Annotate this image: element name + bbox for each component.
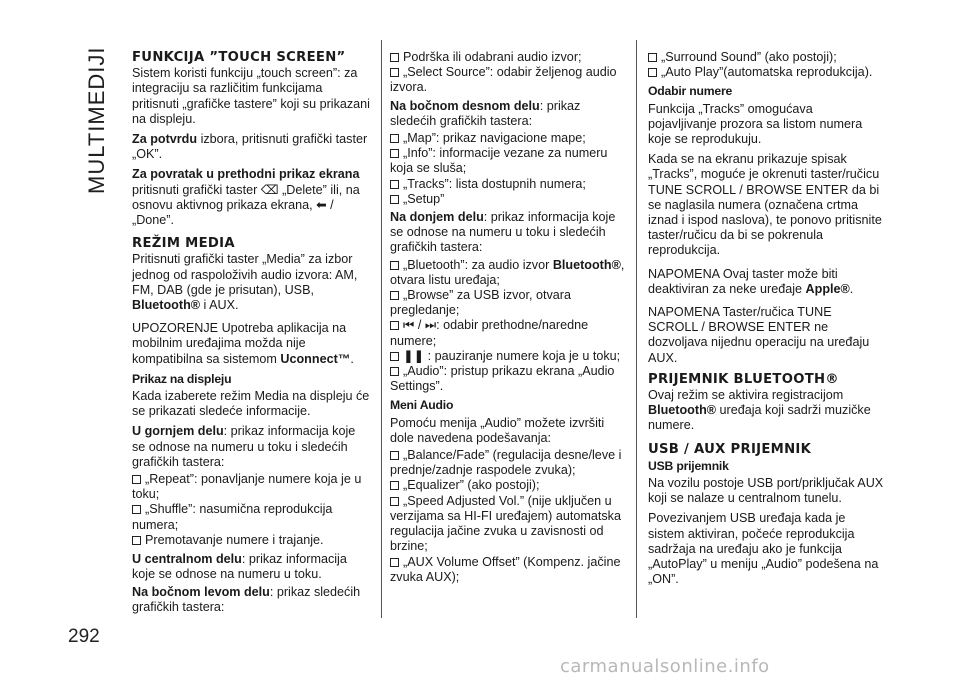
checkbox-bullet-icon	[390, 180, 399, 189]
checkbox-bullet-icon	[390, 481, 399, 490]
subheading-display: Prikaz na displeju	[132, 371, 232, 386]
heading-media-mode: REŽIM MEDIA	[132, 236, 235, 252]
column-divider	[381, 40, 382, 618]
checkbox-bullet-icon	[390, 68, 399, 77]
list-item: ⏮ / ⏭: odabir prethodne/naredne numere;	[390, 318, 589, 348]
paragraph: Kada se na ekranu prikazuje spisak „Tracks”, moguće je okrenuti taster/ručicu TUNE SCROLL / BROWSE ENTER da bi se naglasila numera (označena crtma iznad i ispod naslova), te ponovo pritisnite taster/ručicu da bi se pokrenula reprodukcija.	[648, 152, 882, 258]
watermark: carmanualsonline.info	[560, 656, 770, 677]
paragraph: Za potvrdu izbora, pritisnuti grafički taster „OK”.	[132, 132, 368, 162]
page-number: 292	[68, 626, 100, 647]
paragraph: Na bočnom levom delu: prikaz sledećih grafičkih tastera:	[132, 584, 361, 614]
checkbox-bullet-icon	[390, 367, 399, 376]
paragraph: Sistem koristi funkciju „touch screen”: za integraciju sa različitim funkcijama pritisnuti „grafičke tastere” koji su prikazani na displeju.	[132, 66, 370, 126]
label: Za potvrdu	[132, 132, 198, 147]
list-item: „Browse” za USB izvor, otvara pregledanje;	[390, 288, 571, 318]
list-item: „Auto Play”(automatska reprodukcija).	[648, 65, 884, 80]
paragraph: Pritisnuti grafički taster „Media” za izbor jednog od raspoloživih audio izvora: AM, FM, DAB (gde je prisutan), USB, Bluetooth® i AUX.	[132, 252, 358, 313]
column-2	[390, 50, 630, 585]
checkbox-bullet-icon	[390, 261, 399, 270]
list-item: „Select Source”: odabir željenog audio izvora.	[390, 65, 617, 95]
subheading-track-select: Odabir numere	[648, 84, 733, 99]
paragraph: Ovaj režim se aktivira registracijom Bluetooth® uređaja koji sadrži muzičke numere.	[648, 388, 871, 433]
checkbox-bullet-icon	[132, 505, 141, 514]
paragraph: Na bočnom desnom delu: prikaz sledećih grafičkih tastera:	[390, 98, 581, 128]
list-item: Podrška ili odabrani audio izvor;	[390, 50, 630, 65]
paragraph: Funkcija „Tracks” omogućava pojavljivanje prozora sa listom numera koje se reprodukuju.	[648, 101, 863, 147]
column-divider	[636, 40, 637, 618]
list-item: Premotavanje numere i trajanje.	[132, 533, 370, 548]
side-title-text: MULTIMEDIJI	[84, 46, 109, 194]
checkbox-bullet-icon	[390, 321, 399, 330]
column-3	[648, 50, 884, 593]
subheading-usb: USB prijemnik	[648, 458, 729, 473]
paragraph: Na vozilu postoje USB port/priključak AUX koji se nalaze u centralnom tunelu.	[648, 476, 884, 506]
list-item: „Speed Adjusted Vol.” (nije uključen u verzijama sa HI-FI uređajem) automatska regulacija jačine zvuka u zavisnosti od brzine;	[390, 493, 621, 554]
list-item: „Audio”: pristup prikazu ekrana „Audio Settings”.	[390, 364, 615, 394]
checkbox-bullet-icon	[390, 134, 399, 143]
checkbox-bullet-icon	[390, 149, 399, 158]
checkbox-bullet-icon	[390, 195, 399, 204]
label: Za povratak u prethodni prikaz ekrana	[132, 167, 360, 182]
list-item: „AUX Volume Offset” (Kompenz. jačine zvuka AUX);	[390, 554, 621, 584]
list-item: „Repeat”: ponavljanje numere koja je u toku;	[132, 472, 362, 502]
paragraph: Na donjem delu: prikaz informacija koje se odnose na numeru u toku i sledećih grafičkih tastera:	[390, 210, 616, 255]
checkbox-bullet-icon	[390, 291, 399, 300]
list-item: „Bluetooth”: za audio izvor Bluetooth®, otvara listu uređaja;	[390, 257, 625, 287]
list-item: „Setup”	[390, 192, 630, 207]
checkbox-bullet-icon	[390, 558, 399, 567]
checkbox-bullet-icon	[390, 53, 399, 62]
list-item: „Balance/Fade” (regulacija desne/leve i prednje/zadnje raspodele zvuka);	[390, 448, 622, 478]
paragraph: Za povratak u prethodni prikaz ekrana pritisnuti grafički taster ⌫ „Delete” ili, na osnovu aktivnog prikaza ekrana, ⬅ /„Done”.	[132, 167, 360, 228]
checkbox-bullet-icon	[390, 352, 399, 361]
checkbox-bullet-icon	[648, 68, 657, 77]
list-item: ❚❚ : pauziranje numere koja je u toku;	[390, 349, 630, 364]
list-item: „Info”: informacije vezane za numeru koja se sluša;	[390, 146, 608, 176]
heading-usb-aux: USB / AUX PRIJEMNIK	[648, 441, 812, 457]
list-item: „Tracks”: lista dostupnih numera;	[390, 177, 630, 192]
heading-touch-screen: FUNKCIJA ”TOUCH SCREEN”	[132, 50, 346, 65]
paragraph: U centralnom delu: prikaz informacija koje se odnose na numeru u toku.	[132, 552, 347, 582]
side-section-title	[84, 44, 109, 194]
checkbox-bullet-icon	[390, 451, 399, 460]
subheading-audio-menu: Meni Audio	[390, 398, 454, 413]
checkbox-bullet-icon	[648, 53, 657, 62]
paragraph: Povezivanjem USB uređaja kada je sistem aktiviran, počeće reprodukcija sadržaja na uređaju ako je funkcija „AutoPlay” u meniju „Audio” podešena na „ON”.	[648, 511, 879, 587]
list-item: „Surround Sound” (ako postoji);	[648, 50, 884, 65]
list-item: „Map”: prikaz navigacione mape;	[390, 131, 630, 146]
paragraph: Pomoću menija „Audio” možete izvršiti dole navedena podešavanja:	[390, 415, 605, 445]
heading-bluetooth: PRIJEMNIK BLUETOOTH®	[648, 371, 839, 387]
note: NAPOMENA Ovaj taster može biti deaktiviran za neke uređaje Apple®.	[648, 266, 854, 296]
checkbox-bullet-icon	[390, 497, 399, 506]
column-1	[132, 50, 370, 620]
warning-note: UPOZORENJE Upotreba aplikacija na mobilnim uređajima možda nije kompatibilna sa sistemom Uconnect™.	[132, 321, 354, 366]
checkbox-bullet-icon	[132, 536, 141, 545]
list-item: „Equalizer” (ako postoji);	[390, 478, 630, 493]
list-item: „Shuffle”: nasumična reprodukcija numera;	[132, 502, 333, 532]
checkbox-bullet-icon	[132, 475, 141, 484]
paragraph: Kada izaberete režim Media na displeju će se prikazati sledeće informacije.	[132, 389, 370, 419]
note: NAPOMENA Taster/ručica TUNE SCROLL / BROWSE ENTER ne dozvoljava nijednu operaciju na uređaju AUX.	[648, 305, 870, 365]
paragraph: U gornjem delu: prikaz informacija koje se odnose na numeru u toku i sledećih grafičkih tastera:	[132, 424, 356, 469]
